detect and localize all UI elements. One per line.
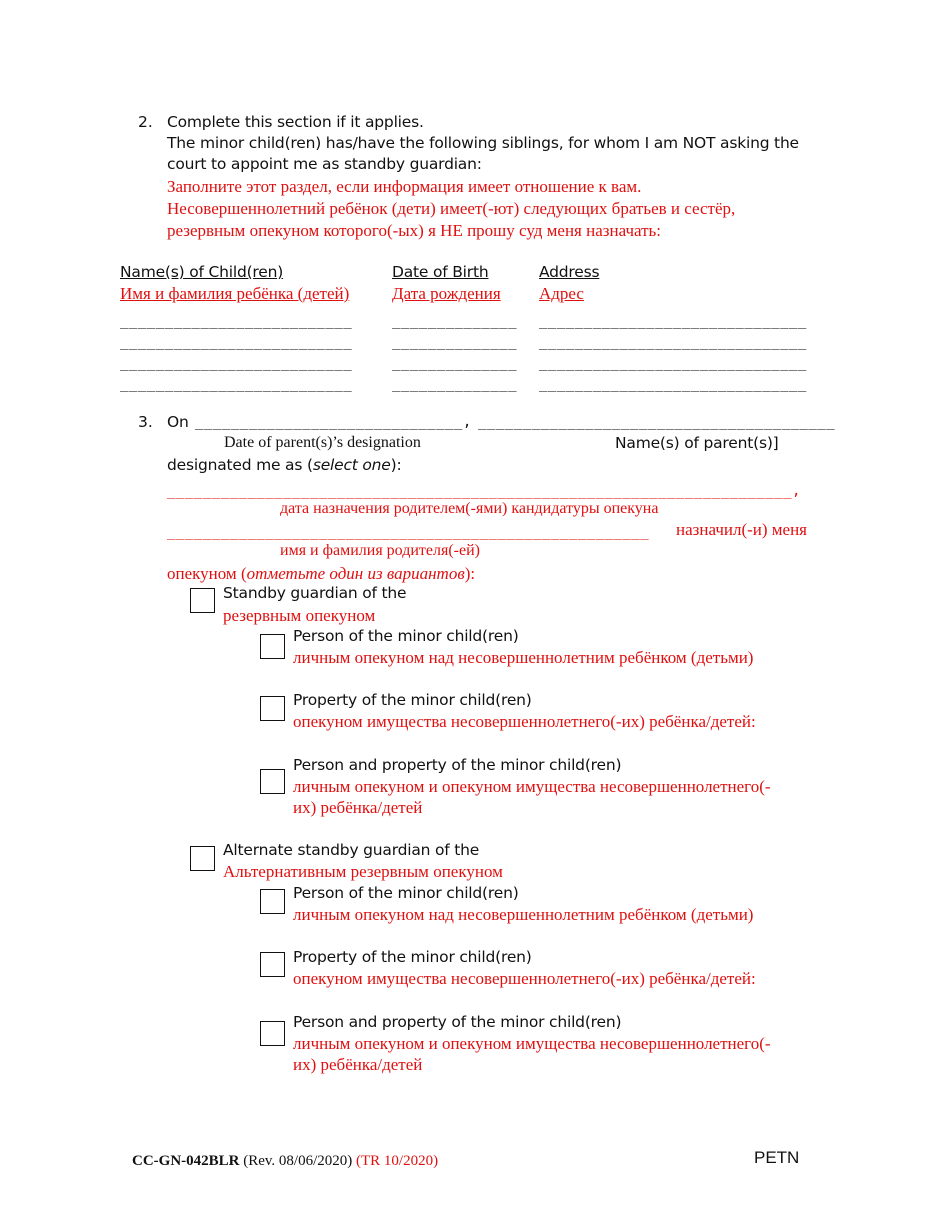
alternate-guardian-checkbox[interactable] [190, 846, 215, 871]
header-date-of-birth-ru: Дата рождения [392, 284, 501, 303]
sibling-name-field[interactable]: __________________________ [120, 355, 353, 371]
section-2-ru-siblings-text: Несовершеннолетний ребёнок (дети) имеет(-ют) следующих братьев и сестёр, [167, 199, 736, 218]
sibling-dob-field[interactable]: ______________ [392, 334, 518, 350]
ru-parent-name-field[interactable]: ______________________________________________________ [167, 524, 650, 540]
date-caption: Date of parent(s)’s designation [224, 434, 421, 451]
designation-date-field[interactable]: ______________________________, [195, 414, 472, 430]
alternate-person-label: Person of the minor child(ren) [293, 884, 519, 902]
alternate-guardian-label-ru: Альтернативным резервным опекуном [223, 862, 503, 881]
alternate-person-label-ru: личным опекуном над несовершеннолетним ребёнком (детьми) [293, 905, 754, 924]
alternate-person-checkbox[interactable] [260, 889, 285, 914]
sibling-address-field[interactable]: ______________________________ [539, 355, 807, 371]
standby-property-label: Property of the minor child(ren) [293, 691, 532, 709]
header-address-ru: Адрес [539, 284, 584, 303]
alternate-person-property-checkbox[interactable] [260, 1021, 285, 1046]
sibling-dob-field[interactable]: ______________ [392, 376, 518, 392]
section-2-ru-siblings-text-cont: резервным опекуном которого(-ых) я НЕ прошу суд меня назначать: [167, 221, 662, 240]
form-revision: (Rev. 08/06/2020) [243, 1153, 353, 1169]
standby-property-label-ru: опекуном имущества несовершеннолетнего(-их) ребёнка/детей: [293, 712, 756, 731]
header-child-name: Name(s) of Child(ren) [120, 263, 284, 281]
standby-guardian-label: Standby guardian of the [223, 584, 407, 602]
alternate-property-checkbox[interactable] [260, 952, 285, 977]
section-2-ru-instruction: Заполните этот раздел, если информация имеет отношение к вам. [167, 177, 642, 196]
alternate-property-label: Property of the minor child(ren) [293, 948, 532, 966]
alternate-person-property-label: Person and property of the minor child(ren) [293, 1013, 622, 1031]
sibling-address-field[interactable]: ______________________________ [539, 313, 807, 329]
alternate-guardian-label: Alternate standby guardian of the [223, 841, 480, 859]
standby-guardian-label-ru: резервным опекуном [223, 606, 376, 625]
sibling-address-field[interactable]: ______________________________ [539, 334, 807, 350]
footer-form-code [132, 1153, 438, 1170]
sibling-dob-field[interactable]: ______________ [392, 355, 518, 371]
section-3-on-label: On [167, 413, 189, 431]
alternate-person-property-label-ru-cont: их) ребёнка/детей [293, 1055, 423, 1074]
header-address: Address [539, 263, 600, 281]
ru-designation-date-field[interactable]: ______________________________________________________________________, [167, 483, 801, 499]
sibling-name-field[interactable]: __________________________ [120, 376, 353, 392]
standby-person-checkbox[interactable] [260, 634, 285, 659]
standby-person-property-label-ru-cont: их) ребёнка/детей [293, 798, 423, 817]
section-3-number: 3. [138, 413, 153, 431]
parent-name-field[interactable]: ________________________________________ [478, 414, 836, 430]
standby-person-property-checkbox[interactable] [260, 769, 285, 794]
designated-me-as: designated me as (select one): [167, 456, 402, 474]
ru-appointed-me: назначил(-и) меня [676, 520, 808, 539]
ru-parent-caption: имя и фамилия родителя(-ей) [280, 542, 480, 559]
standby-property-checkbox[interactable] [260, 696, 285, 721]
sibling-address-field[interactable]: ______________________________ [539, 376, 807, 392]
standby-person-label: Person of the minor child(ren) [293, 627, 519, 645]
alternate-person-property-label-ru: личным опекуном и опекуном имущества несовершеннолетнего(- [293, 1034, 771, 1053]
standby-person-label-ru: личным опекуном над несовершеннолетним ребёнком (детьми) [293, 648, 754, 667]
sibling-name-field[interactable]: __________________________ [120, 334, 353, 350]
form-code: CC-GN-042BLR [132, 1153, 240, 1169]
header-date-of-birth: Date of Birth [392, 263, 489, 281]
standby-person-property-label-ru: личным опекуном и опекуном имущества несовершеннолетнего(- [293, 777, 771, 796]
footer-petn: PETN [754, 1148, 800, 1167]
parent-name-caption: Name(s) of parent(s)] [615, 434, 779, 452]
form-translation-revision: (TR 10/2020) [356, 1153, 439, 1169]
ru-guardian-select: опекуном (отметьте один из вариантов): [167, 564, 476, 583]
header-child-name-ru: Имя и фамилия ребёнка (детей) [120, 284, 350, 303]
section-2-instruction: Complete this section if it applies. [167, 113, 424, 131]
standby-guardian-checkbox[interactable] [190, 588, 215, 613]
section-2-number: 2. [138, 113, 153, 131]
standby-person-property-label: Person and property of the minor child(ren) [293, 756, 622, 774]
section-2-siblings-text: The minor child(ren) has/have the following siblings, for whom I am NOT asking the [167, 134, 799, 152]
ru-date-caption: дата назначения родителем(-ями) кандидатуры опекуна [280, 500, 659, 517]
section-2-siblings-text-cont: court to appoint me as standby guardian: [167, 155, 482, 173]
sibling-dob-field[interactable]: ______________ [392, 313, 518, 329]
sibling-name-field[interactable]: __________________________ [120, 313, 353, 329]
alternate-property-label-ru: опекуном имущества несовершеннолетнего(-их) ребёнка/детей: [293, 969, 756, 988]
